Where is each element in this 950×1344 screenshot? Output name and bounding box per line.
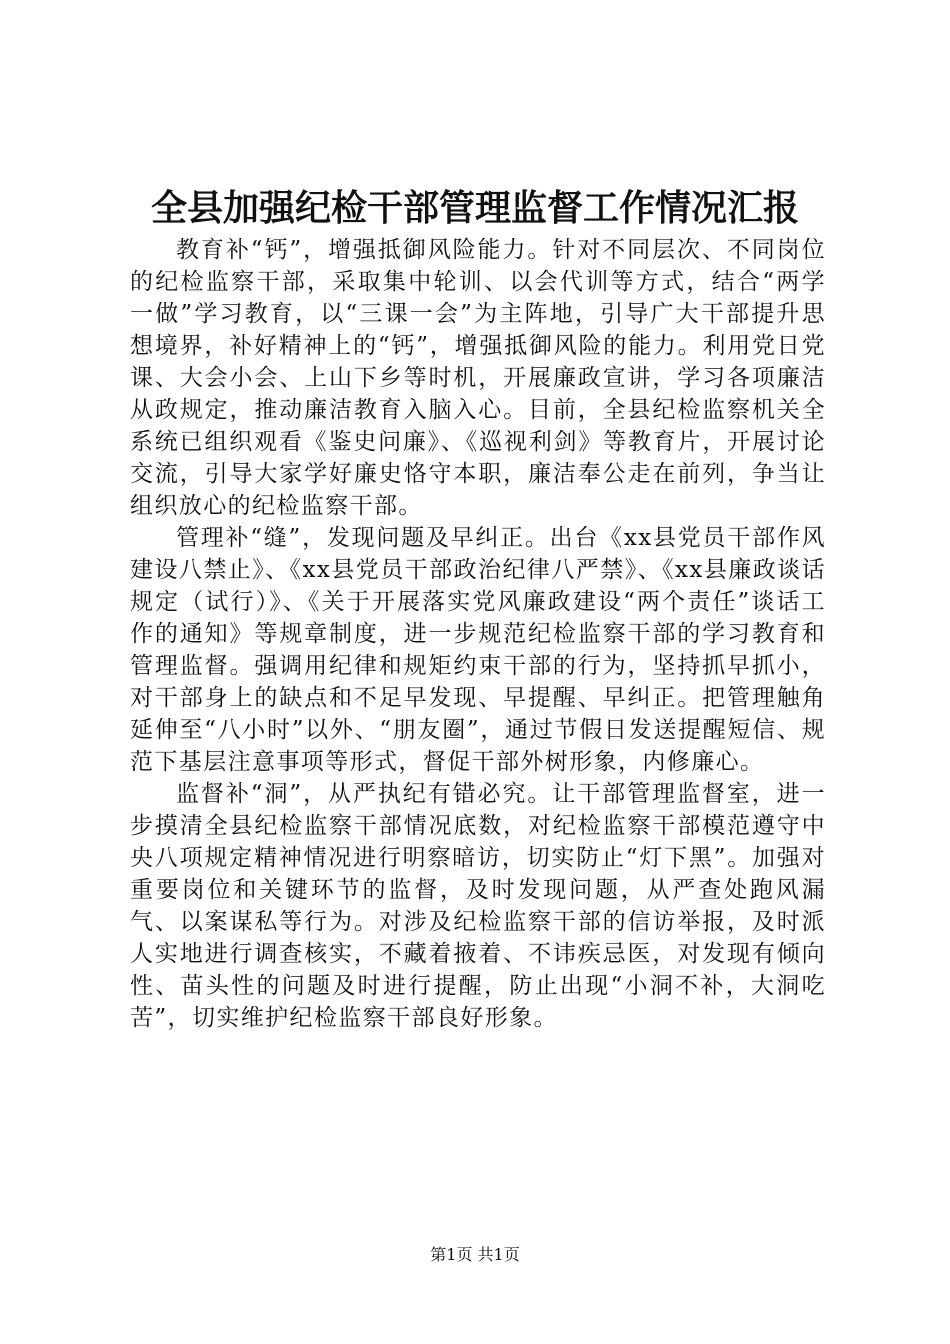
page-number-footer: 第1页 共1页: [430, 1245, 520, 1264]
paragraph-management: 管理补“缝”，发现问题及早纠正。出台《xx县党员干部作风建设八禁止》、《xx县党员干部政治纪律八严禁》、《xx县廉政谈话规定（试行）》、《关于开展落实党风廉政建设“两个责任”谈话工作的通知》等规章制度，进一步规范纪检监察干部的学习教育和管理监督。强调用纪律和规矩约束干部的行为，坚持抓早抓小，对干部身上的缺点和不足早发现、早提醒、早纠正。把管理触角延伸至“八小时”以外、“朋友圈”，通过节假日发送提醒短信、规范下基层注意事项等形式，督促干部外树形象，内修廉心。: [130, 525, 826, 775]
paragraph-education: 教育补“钙”，增强抵御风险能力。针对不同层次、不同岗位的纪检监察干部，采取集中轮训、以会代训等方式，结合“两学一做”学习教育，以“三课一会”为主阵地，引导广大干部提升思想境界，补好精神上的“钙”，增强抵御风险的能力。利用党日党课、大会小会、上山下乡等时机，开展廉政宣讲，学习各项廉洁从政规定，推动廉洁教育入脑入心。目前，全县纪检监察机关全系统已组织观看《鉴史问廉》、《巡视利剑》等教育片，开展讨论交流，引导大家学好廉史恪守本职，廉洁奉公走在前列，争当让组织放心的纪检监察干部。: [130, 237, 826, 519]
paragraph-supervision: 监督补“洞”，从严执纪有错必究。让干部管理监督室，进一步摸清全县纪检监察干部情况底数，对纪检监察干部模范遵守中央八项规定精神情况进行明察暗访，切实防止“灯下黑”。加强对重要岗位和关键环节的监督，及时发现问题，从严查处跑风漏气、以案谋私等行为。对涉及纪检监察干部的信访举报，及时派人实地进行调查核实，不藏着掖着、不讳疾忌医，对发现有倾向性、苗头性的问题及时进行提醒，防止出现“小洞不补，大洞吃苦”，切实维护纪检监察干部良好形象。: [130, 781, 826, 1031]
document-body: [130, 234, 826, 1034]
document-title: 全县加强纪检干部管理监督工作情况汇报: [150, 187, 799, 229]
